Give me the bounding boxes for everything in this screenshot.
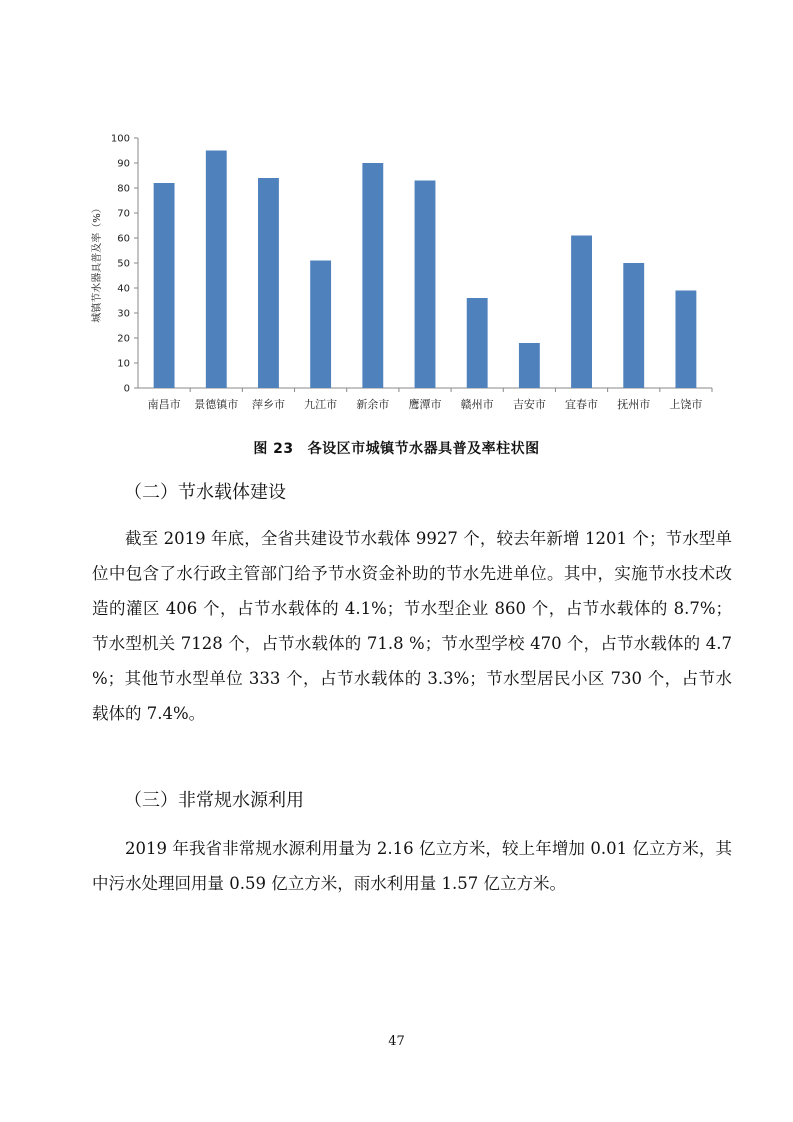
x-tick-label: 鹰潭市 xyxy=(408,398,442,411)
section-heading-water-saving-carriers: （二）节水载体建设 xyxy=(124,482,286,503)
y-axis-title: 城镇节水器具普及率（%） xyxy=(92,203,103,323)
x-tick-label: 上饶市 xyxy=(669,398,703,411)
bar xyxy=(623,263,644,388)
x-tick-label: 赣州市 xyxy=(460,398,494,411)
x-tick-label: 南昌市 xyxy=(147,398,181,411)
chart-svg xyxy=(80,120,720,420)
y-tick-label: 20 xyxy=(117,333,130,345)
x-tick-label: 吉安市 xyxy=(512,398,546,411)
bar xyxy=(310,261,331,389)
figure-caption xyxy=(0,438,793,458)
bar-chart xyxy=(80,120,720,420)
bar xyxy=(258,178,279,388)
bar xyxy=(206,151,227,389)
y-tick-label: 40 xyxy=(117,283,130,295)
y-tick-label: 80 xyxy=(117,183,130,195)
x-tick-label: 宜春市 xyxy=(565,398,599,411)
bar xyxy=(154,183,175,388)
y-tick-label: 50 xyxy=(117,258,130,270)
y-tick-label: 90 xyxy=(117,158,130,170)
bar xyxy=(519,343,540,388)
caption-title: 各设区市城镇节水器具普及率柱状图 xyxy=(307,441,540,457)
bar xyxy=(362,163,383,388)
y-tick-label: 60 xyxy=(117,233,130,245)
y-tick-label: 70 xyxy=(117,208,130,220)
y-tick-label: 0 xyxy=(123,383,130,395)
paragraph-water-saving-carriers: 截至 2019 年底，全省共建设节水载体 9927 个，较去年新增 1201 个；节水型单位中包含了水行政主管部门给予节水资金补助的节水先进单位。其中，实施节水技术改造的灌区 406 个，占节水载体的 4.1%；节水型企业 860 个，占节水载体的 8.7%；节水型机关 7128 个，占节水载体的 71.8 %；节水型学校 470 个，占节水载体的 4.7 %；其他节水型单位 333 个，占节水载体的 3.3%；节水型居民小区 730 个，占节水载体的 7.4%。 xyxy=(92,529,732,723)
bar xyxy=(415,181,436,389)
x-tick-label: 萍乡市 xyxy=(251,398,285,411)
x-tick-label: 景德镇市 xyxy=(194,398,239,411)
paragraph-unconventional-water: 2019 年我省非常规水源利用量为 2.16 亿立方米，较上年增加 0.01 亿立方米，其中污水处理回用量 0.59 亿立方米，雨水利用量 1.57 亿立方米。 xyxy=(92,839,732,893)
x-tick-label: 抚州市 xyxy=(617,398,651,411)
y-tick-label: 10 xyxy=(117,358,130,370)
x-tick-label: 新余市 xyxy=(356,398,390,411)
y-tick-label: 30 xyxy=(117,308,130,320)
bar xyxy=(467,298,488,388)
bar xyxy=(571,236,592,389)
bar xyxy=(675,291,696,389)
section-heading-unconventional-water: （三）非常规水源利用 xyxy=(124,790,304,811)
y-tick-label: 100 xyxy=(110,133,130,145)
page-number: 47 xyxy=(388,1034,405,1049)
x-tick-label: 九江市 xyxy=(304,398,338,411)
caption-number: 图 23 xyxy=(253,441,294,457)
